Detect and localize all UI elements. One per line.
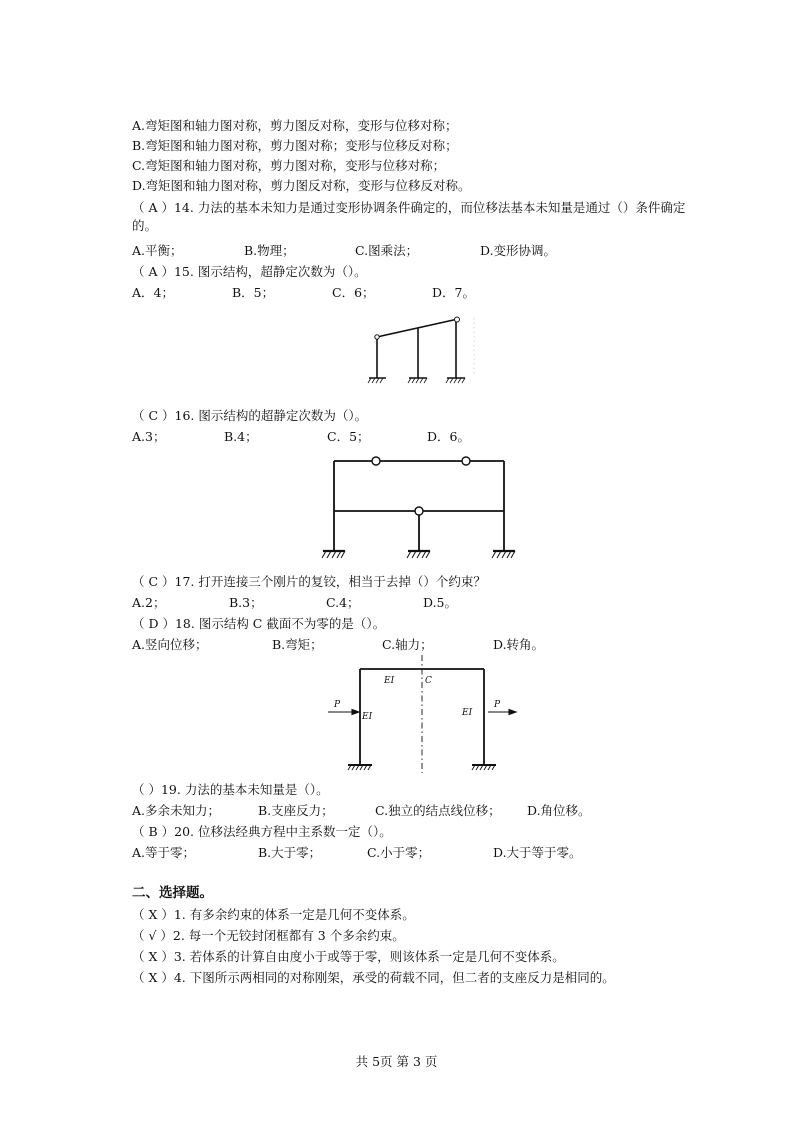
q19-option-c: C.独立的结点线位移； — [375, 803, 501, 818]
section2-item-1: （ X ）1. 有多余约束的体系一定是几何不变体系。 — [132, 907, 415, 922]
q18-frame-figure — [322, 655, 527, 777]
q16-option-a: A.3； — [132, 429, 166, 444]
q18-label-ei-top: EI — [384, 676, 395, 686]
q14-option-b: B.物理； — [244, 243, 295, 258]
q14-option-d: D.变形协调。 — [480, 243, 557, 258]
q20-option-a: A.等于零； — [132, 845, 196, 860]
q19-option-a: A.多余未知力； — [132, 803, 221, 818]
q17-options — [132, 594, 692, 612]
q15-option-d: D．7。 — [432, 285, 475, 300]
q13-option-c: C.弯矩图和轴力图对称，剪力图对称，变形与位移对称； — [132, 158, 446, 173]
q20-question: （ B ）20. 位移法经典方程中主系数一定（）。 — [132, 824, 392, 839]
q19-option-b: B.支座反力； — [258, 803, 334, 818]
q18-label-ei-right: EI — [462, 708, 473, 718]
q15-frame-figure — [360, 312, 480, 392]
q13-option-a: A.弯矩图和轴力图对称，剪力图反对称，变形与位移对称； — [132, 118, 458, 133]
q18-label-ei-left: EI — [362, 712, 373, 722]
q18-option-b: B.弯矩； — [272, 637, 323, 652]
q19-options — [132, 802, 692, 820]
q19-question: （ ）19. 力法的基本未知量是（）。 — [132, 782, 329, 797]
q20-option-b: B.大于零； — [258, 845, 322, 860]
q16-frame-figure — [318, 452, 523, 564]
q18-label-c: C — [425, 676, 432, 686]
q18-option-a: A.竖向位移； — [132, 637, 208, 652]
section2-item-3: （ X ）3. 若体系的计算自由度小于或等于零，则该体系一定是几何不变体系。 — [132, 949, 565, 964]
q15-options — [132, 284, 692, 302]
q17-option-d: D.5。 — [423, 595, 458, 610]
q16-hinge-top-right — [462, 457, 470, 465]
q16-hinge-top-left — [372, 457, 380, 465]
q14-options — [132, 242, 692, 260]
q20-options — [132, 844, 692, 862]
q17-option-a: A.2； — [132, 595, 166, 610]
q18-option-d: D.转角。 — [493, 637, 545, 652]
q15-option-b: B．5； — [232, 285, 275, 300]
q13-option-b: B.弯矩图和轴力图对称，剪力图对称；变形与位移反对称； — [132, 138, 458, 153]
q15-hinge-left — [375, 335, 379, 339]
q16-question: （ C ）16. 图示结构的超静定次数为（）。 — [132, 408, 368, 423]
q15-option-a: A．4； — [132, 285, 174, 300]
q20-option-c: C.小于零； — [367, 845, 431, 860]
q13-option-d: D.弯矩图和轴力图对称，剪力图反对称，变形与位移反对称。 — [132, 178, 471, 193]
q16-hinge-mid — [415, 507, 423, 515]
q16-option-b: B.4； — [224, 429, 258, 444]
q16-option-d: D．6。 — [427, 429, 470, 444]
q16-options — [132, 428, 692, 446]
q18-label-p-right: P — [494, 700, 501, 710]
q18-question: （ D ）18. 图示结构 C 截面不为零的是（）。 — [132, 616, 386, 631]
q15-question: （ A ）15. 图示结构，超静定次数为（）。 — [132, 264, 367, 279]
q18-option-c: C.轴力； — [382, 637, 433, 652]
page-footer: 共 5页 第 3 页 — [355, 1054, 438, 1069]
q17-option-c: C.4； — [326, 595, 360, 610]
section2-heading: 二、选择题。 — [132, 885, 213, 901]
q14-option-a: A.平衡； — [132, 243, 183, 258]
q17-option-b: B.3； — [229, 595, 263, 610]
q15-hinge-right — [455, 317, 460, 322]
q14-option-c: C.图乘法； — [355, 243, 419, 258]
section2-item-2: （ √ ）2. 每一个无铰封闭框都有 3 个多余约束。 — [132, 928, 405, 943]
q14-question: （ A ）14. 力法的基本未知力是通过变形协调条件确定的，而位移法基本未知量是通过（）条件确定的。 — [132, 200, 686, 233]
q18-label-p-left: P — [334, 700, 341, 710]
section2-item-4: （ X ）4. 下图所示两相同的对称刚架，承受的荷载不同，但二者的支座反力是相同的。 — [132, 970, 615, 985]
q15-option-c: C．6； — [332, 285, 375, 300]
q16-option-c: C．5； — [327, 429, 370, 444]
q20-option-d: D.大于等于零。 — [493, 845, 582, 860]
q19-option-d: D.角位移。 — [527, 803, 591, 818]
q18-options — [132, 636, 692, 654]
q17-question: （ C ）17. 打开连接三个刚片的复铰，相当于去掉（）个约束？ — [132, 574, 486, 589]
